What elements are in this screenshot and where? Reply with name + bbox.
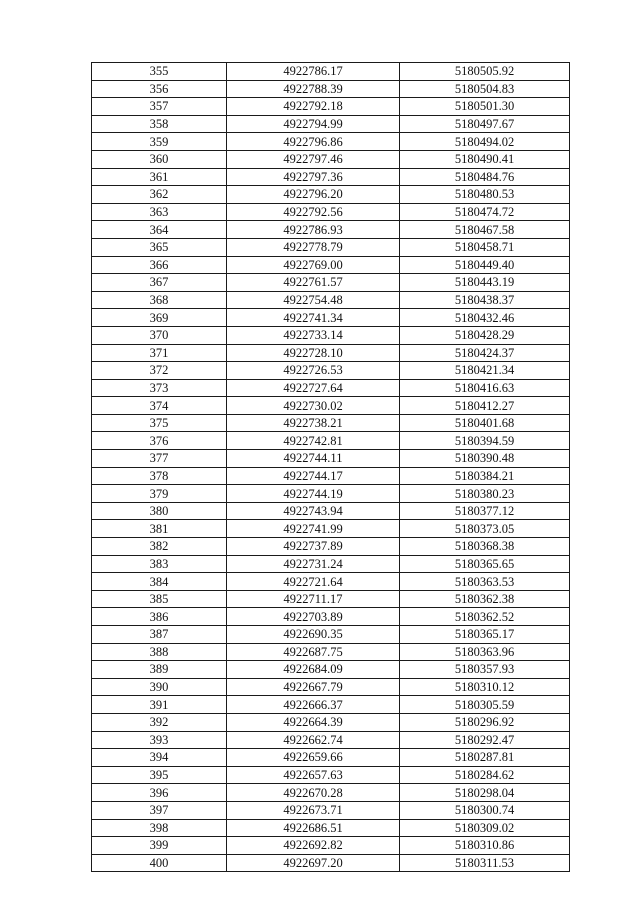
x-coordinate-cell: 4922796.20 — [227, 186, 400, 204]
x-coordinate-cell: 4922731.24 — [227, 555, 400, 573]
x-coordinate-cell: 4922744.19 — [227, 485, 400, 503]
y-coordinate-cell: 5180377.12 — [400, 502, 570, 520]
point-number-cell: 362 — [92, 186, 227, 204]
x-coordinate-cell: 4922664.39 — [227, 713, 400, 731]
x-coordinate-cell: 4922673.71 — [227, 801, 400, 819]
y-coordinate-cell: 5180497.67 — [400, 115, 570, 133]
table-row — [92, 150, 570, 168]
y-coordinate-cell: 5180443.19 — [400, 274, 570, 292]
point-number-cell: 355 — [92, 63, 227, 81]
y-coordinate-cell: 5180401.68 — [400, 414, 570, 432]
point-number-cell: 370 — [92, 326, 227, 344]
table-row — [92, 502, 570, 520]
table-row — [92, 520, 570, 538]
y-coordinate-cell: 5180368.38 — [400, 538, 570, 556]
point-number-cell: 387 — [92, 626, 227, 644]
y-coordinate-cell: 5180505.92 — [400, 63, 570, 81]
table-row — [92, 819, 570, 837]
y-coordinate-cell: 5180310.86 — [400, 837, 570, 855]
coordinates-table-body — [92, 63, 570, 872]
x-coordinate-cell: 4922666.37 — [227, 696, 400, 714]
x-coordinate-cell: 4922744.11 — [227, 450, 400, 468]
x-coordinate-cell: 4922686.51 — [227, 819, 400, 837]
table-row — [92, 63, 570, 81]
y-coordinate-cell: 5180494.02 — [400, 133, 570, 151]
point-number-cell: 371 — [92, 344, 227, 362]
y-coordinate-cell: 5180309.02 — [400, 819, 570, 837]
table-row — [92, 608, 570, 626]
point-number-cell: 376 — [92, 432, 227, 450]
table-row — [92, 555, 570, 573]
table-row — [92, 326, 570, 344]
x-coordinate-cell: 4922684.09 — [227, 661, 400, 679]
x-coordinate-cell: 4922741.34 — [227, 309, 400, 327]
x-coordinate-cell: 4922697.20 — [227, 854, 400, 872]
table-row — [92, 643, 570, 661]
y-coordinate-cell: 5180416.63 — [400, 379, 570, 397]
table-row — [92, 414, 570, 432]
point-number-cell: 363 — [92, 203, 227, 221]
x-coordinate-cell: 4922687.75 — [227, 643, 400, 661]
y-coordinate-cell: 5180363.53 — [400, 573, 570, 591]
x-coordinate-cell: 4922737.89 — [227, 538, 400, 556]
table-row — [92, 344, 570, 362]
y-coordinate-cell: 5180305.59 — [400, 696, 570, 714]
x-coordinate-cell: 4922786.93 — [227, 221, 400, 239]
point-number-cell: 364 — [92, 221, 227, 239]
y-coordinate-cell: 5180394.59 — [400, 432, 570, 450]
point-number-cell: 388 — [92, 643, 227, 661]
table-row — [92, 379, 570, 397]
x-coordinate-cell: 4922659.66 — [227, 749, 400, 767]
y-coordinate-cell: 5180362.52 — [400, 608, 570, 626]
x-coordinate-cell: 4922769.00 — [227, 256, 400, 274]
x-coordinate-cell: 4922738.21 — [227, 414, 400, 432]
table-row — [92, 309, 570, 327]
x-coordinate-cell: 4922667.79 — [227, 678, 400, 696]
table-row — [92, 362, 570, 380]
y-coordinate-cell: 5180412.27 — [400, 397, 570, 415]
point-number-cell: 400 — [92, 854, 227, 872]
y-coordinate-cell: 5180421.34 — [400, 362, 570, 380]
x-coordinate-cell: 4922788.39 — [227, 80, 400, 98]
y-coordinate-cell: 5180504.83 — [400, 80, 570, 98]
y-coordinate-cell: 5180432.46 — [400, 309, 570, 327]
point-number-cell: 398 — [92, 819, 227, 837]
table-row — [92, 238, 570, 256]
y-coordinate-cell: 5180474.72 — [400, 203, 570, 221]
table-row — [92, 837, 570, 855]
point-number-cell: 357 — [92, 98, 227, 116]
x-coordinate-cell: 4922794.99 — [227, 115, 400, 133]
table-row — [92, 274, 570, 292]
point-number-cell: 367 — [92, 274, 227, 292]
table-row — [92, 749, 570, 767]
y-coordinate-cell: 5180311.53 — [400, 854, 570, 872]
point-number-cell: 359 — [92, 133, 227, 151]
table-row — [92, 133, 570, 151]
point-number-cell: 384 — [92, 573, 227, 591]
table-row — [92, 98, 570, 116]
y-coordinate-cell: 5180380.23 — [400, 485, 570, 503]
point-number-cell: 368 — [92, 291, 227, 309]
y-coordinate-cell: 5180357.93 — [400, 661, 570, 679]
y-coordinate-cell: 5180284.62 — [400, 766, 570, 784]
x-coordinate-cell: 4922730.02 — [227, 397, 400, 415]
x-coordinate-cell: 4922727.64 — [227, 379, 400, 397]
y-coordinate-cell: 5180484.76 — [400, 168, 570, 186]
y-coordinate-cell: 5180365.17 — [400, 626, 570, 644]
point-number-cell: 374 — [92, 397, 227, 415]
table-row — [92, 784, 570, 802]
x-coordinate-cell: 4922796.86 — [227, 133, 400, 151]
x-coordinate-cell: 4922726.53 — [227, 362, 400, 380]
x-coordinate-cell: 4922778.79 — [227, 238, 400, 256]
table-row — [92, 186, 570, 204]
table-row — [92, 115, 570, 133]
point-number-cell: 373 — [92, 379, 227, 397]
y-coordinate-cell: 5180365.65 — [400, 555, 570, 573]
y-coordinate-cell: 5180490.41 — [400, 150, 570, 168]
y-coordinate-cell: 5180438.37 — [400, 291, 570, 309]
point-number-cell: 382 — [92, 538, 227, 556]
point-number-cell: 392 — [92, 713, 227, 731]
point-number-cell: 380 — [92, 502, 227, 520]
point-number-cell: 378 — [92, 467, 227, 485]
table-row — [92, 696, 570, 714]
y-coordinate-cell: 5180287.81 — [400, 749, 570, 767]
y-coordinate-cell: 5180373.05 — [400, 520, 570, 538]
point-number-cell: 369 — [92, 309, 227, 327]
point-number-cell: 397 — [92, 801, 227, 819]
table-row — [92, 573, 570, 591]
y-coordinate-cell: 5180449.40 — [400, 256, 570, 274]
x-coordinate-cell: 4922754.48 — [227, 291, 400, 309]
y-coordinate-cell: 5180390.48 — [400, 450, 570, 468]
table-row — [92, 80, 570, 98]
y-coordinate-cell: 5180480.53 — [400, 186, 570, 204]
table-row — [92, 467, 570, 485]
x-coordinate-cell: 4922703.89 — [227, 608, 400, 626]
table-row — [92, 626, 570, 644]
point-number-cell: 391 — [92, 696, 227, 714]
x-coordinate-cell: 4922792.56 — [227, 203, 400, 221]
point-number-cell: 361 — [92, 168, 227, 186]
point-number-cell: 372 — [92, 362, 227, 380]
table-row — [92, 801, 570, 819]
table-row — [92, 766, 570, 784]
point-number-cell: 385 — [92, 590, 227, 608]
point-number-cell: 379 — [92, 485, 227, 503]
point-number-cell: 399 — [92, 837, 227, 855]
x-coordinate-cell: 4922721.64 — [227, 573, 400, 591]
x-coordinate-cell: 4922744.17 — [227, 467, 400, 485]
y-coordinate-cell: 5180458.71 — [400, 238, 570, 256]
point-number-cell: 389 — [92, 661, 227, 679]
x-coordinate-cell: 4922690.35 — [227, 626, 400, 644]
point-number-cell: 395 — [92, 766, 227, 784]
point-number-cell: 365 — [92, 238, 227, 256]
x-coordinate-cell: 4922711.17 — [227, 590, 400, 608]
point-number-cell: 383 — [92, 555, 227, 573]
table-row — [92, 713, 570, 731]
table-row — [92, 661, 570, 679]
table-row — [92, 538, 570, 556]
table-row — [92, 397, 570, 415]
x-coordinate-cell: 4922662.74 — [227, 731, 400, 749]
point-number-cell: 358 — [92, 115, 227, 133]
y-coordinate-cell: 5180384.21 — [400, 467, 570, 485]
x-coordinate-cell: 4922657.63 — [227, 766, 400, 784]
y-coordinate-cell: 5180424.37 — [400, 344, 570, 362]
y-coordinate-cell: 5180428.29 — [400, 326, 570, 344]
x-coordinate-cell: 4922797.36 — [227, 168, 400, 186]
point-number-cell: 356 — [92, 80, 227, 98]
point-number-cell: 381 — [92, 520, 227, 538]
table-row — [92, 221, 570, 239]
y-coordinate-cell: 5180300.74 — [400, 801, 570, 819]
point-number-cell: 366 — [92, 256, 227, 274]
table-row — [92, 168, 570, 186]
table-row — [92, 291, 570, 309]
point-number-cell: 375 — [92, 414, 227, 432]
table-row — [92, 854, 570, 872]
table-row — [92, 203, 570, 221]
table-row — [92, 256, 570, 274]
x-coordinate-cell: 4922743.94 — [227, 502, 400, 520]
table-row — [92, 432, 570, 450]
x-coordinate-cell: 4922797.46 — [227, 150, 400, 168]
x-coordinate-cell: 4922786.17 — [227, 63, 400, 81]
y-coordinate-cell: 5180501.30 — [400, 98, 570, 116]
y-coordinate-cell: 5180362.38 — [400, 590, 570, 608]
point-number-cell: 396 — [92, 784, 227, 802]
point-number-cell: 394 — [92, 749, 227, 767]
y-coordinate-cell: 5180363.96 — [400, 643, 570, 661]
x-coordinate-cell: 4922692.82 — [227, 837, 400, 855]
point-number-cell: 390 — [92, 678, 227, 696]
y-coordinate-cell: 5180298.04 — [400, 784, 570, 802]
point-number-cell: 386 — [92, 608, 227, 626]
point-number-cell: 360 — [92, 150, 227, 168]
table-row — [92, 485, 570, 503]
x-coordinate-cell: 4922670.28 — [227, 784, 400, 802]
x-coordinate-cell: 4922741.99 — [227, 520, 400, 538]
x-coordinate-cell: 4922742.81 — [227, 432, 400, 450]
point-number-cell: 393 — [92, 731, 227, 749]
y-coordinate-cell: 5180310.12 — [400, 678, 570, 696]
table-row — [92, 450, 570, 468]
point-number-cell: 377 — [92, 450, 227, 468]
y-coordinate-cell: 5180292.47 — [400, 731, 570, 749]
table-row — [92, 731, 570, 749]
table-row — [92, 590, 570, 608]
table-row — [92, 678, 570, 696]
y-coordinate-cell: 5180296.92 — [400, 713, 570, 731]
y-coordinate-cell: 5180467.58 — [400, 221, 570, 239]
x-coordinate-cell: 4922761.57 — [227, 274, 400, 292]
x-coordinate-cell: 4922733.14 — [227, 326, 400, 344]
x-coordinate-cell: 4922728.10 — [227, 344, 400, 362]
x-coordinate-cell: 4922792.18 — [227, 98, 400, 116]
coordinates-table — [91, 62, 570, 872]
